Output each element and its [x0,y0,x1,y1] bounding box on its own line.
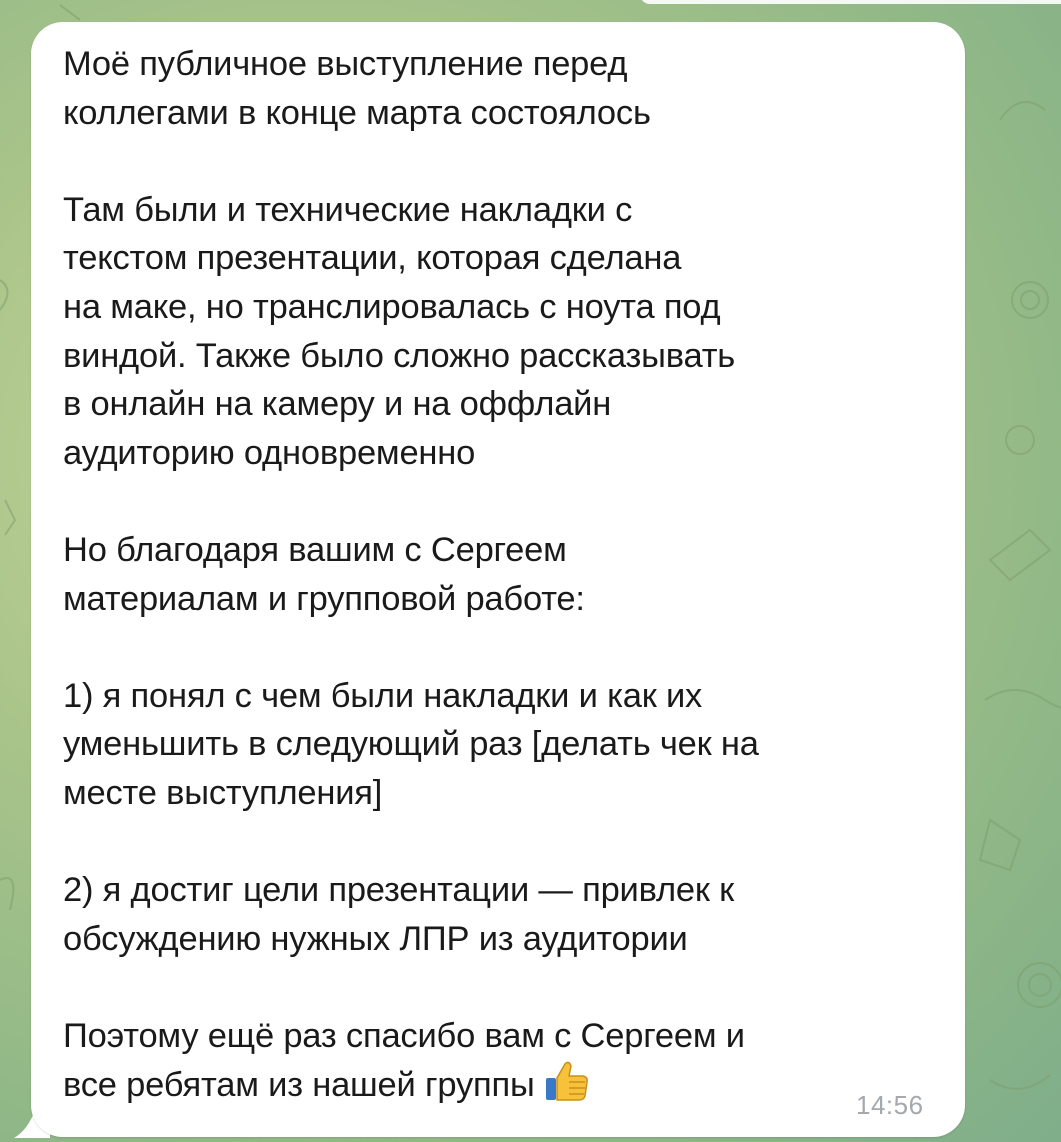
message-line: уменьшить в следующий раз [делать чек на [63,725,759,764]
message-line: материалам и групповой работе: [63,579,585,618]
message-line: Но благодаря вашим с Сергеем [63,530,567,569]
message-line: в онлайн на камеру и на оффлайн [63,385,612,424]
message-line-with-emoji [63,1060,943,1109]
paragraph-intro [63,40,943,137]
message-line: на маке, но транслировалась с ноута под [63,287,721,326]
message-line: Поэтому ещё раз спасибо вам с Сергеем и [63,1016,745,1055]
thumbs-up-icon [543,1060,589,1102]
paragraph-thanks-materials [63,526,943,623]
message-line: текстом презентации, которая сделана [63,239,682,278]
paragraph-closing [63,1012,943,1109]
message-line: Моё публичное выступление перед [63,45,628,83]
previous-message-edge [640,0,1061,4]
message-line: 1) я понял с чем были накладки и как их [63,676,703,715]
paragraph-point-1 [63,672,943,818]
message-line: Там были и технические накладки с [63,190,633,229]
message-text [63,40,943,1109]
message-line-text: все ребятам из нашей группы [63,1066,535,1105]
message-line: аудиторию одновременно [63,433,476,472]
message-line: обсуждению нужных ЛПР из аудитории [63,919,688,958]
message-line: виндой. Также было сложно рассказывать [63,336,736,375]
paragraph-issues [63,186,943,478]
message-line: месте выступления] [63,773,383,812]
message-line: 2) я достиг цели презентации — привлек к [63,871,735,910]
paragraph-point-2 [63,866,943,963]
message-timestamp: 14:56 [856,1090,924,1120]
message-line: коллегами в конце марта состоялось [63,93,651,132]
